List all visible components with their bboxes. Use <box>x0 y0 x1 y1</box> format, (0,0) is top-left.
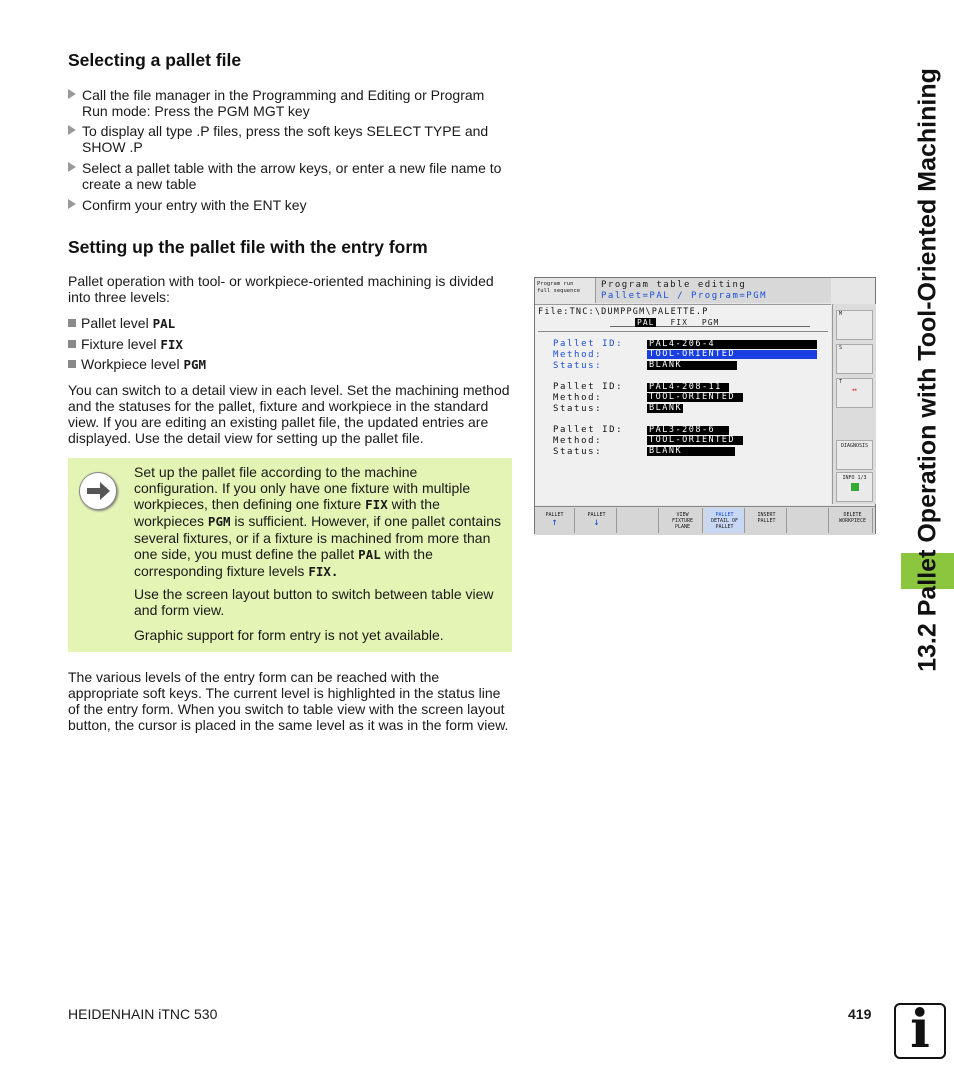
softkey-delete-workpiece[interactable]: DELETE WORKPIECE <box>833 508 873 533</box>
softkey-empty[interactable] <box>619 508 659 533</box>
page-number: 419 <box>848 1006 872 1022</box>
double-arrow-icon: ↔ <box>852 385 857 394</box>
chapter-title: 13.2 Pallet Operation with Tool-Oriented Machining <box>913 68 942 672</box>
info-icon: i <box>894 1003 946 1059</box>
method-label: Method: <box>553 436 603 446</box>
section-title-entry-form: Setting up the pallet file with the entry form <box>68 237 428 257</box>
level-fixture: Fixture level FIX <box>68 336 183 353</box>
softkey-insert-pallet[interactable]: INSERT PALLET <box>747 508 787 533</box>
entry-form <box>535 304 831 505</box>
level-fix[interactable]: FIX <box>670 318 688 327</box>
section-title-selecting: Selecting a pallet file <box>68 50 242 70</box>
divider <box>538 331 828 332</box>
softkey-pallet-down[interactable]: PALLET ↓ <box>577 508 617 533</box>
note-box <box>68 458 512 652</box>
pallet-id-label: Pallet ID: <box>553 339 624 349</box>
method-field[interactable]: TOOL-ORIENTED <box>647 350 817 359</box>
step-2: To display all type .P files, press the soft keys SELECT TYPE and SHOW .P <box>68 123 513 155</box>
method-label: Method: <box>553 350 603 360</box>
file-path: File:TNC:\DUMPPGM\PALETTE.P <box>538 307 709 317</box>
bullet-icon <box>68 319 76 327</box>
level-workpiece: Workpiece level PGM <box>68 356 206 373</box>
step-arrow-icon <box>68 125 76 135</box>
level-status-line <box>635 318 719 327</box>
levels-paragraph: The various levels of the entry form can be reached with the appropriate soft keys. The current level is highlighted in the status line of the entry form. When you switch to table view with the screen layout button, the cursor is placed in the same level as it was in the form view. <box>68 669 509 733</box>
pallet-id-field[interactable]: PAL4-206-4 <box>647 340 817 349</box>
step-3: Select a pallet table with the arrow keys, or enter a new file name to create a new table <box>68 160 513 192</box>
method-field[interactable]: TOOL-ORIENTED <box>647 436 743 445</box>
diagnosis-button[interactable]: DIAGNOSIS <box>836 440 873 470</box>
step-arrow-icon <box>68 199 76 209</box>
right-softkey-column <box>832 304 876 504</box>
level-pgm[interactable]: PGM <box>701 318 720 327</box>
softkey-empty-2[interactable] <box>789 508 829 533</box>
status-label: Status: <box>553 447 603 457</box>
softkey-bar <box>535 506 875 535</box>
method-label: Method: <box>553 393 603 403</box>
pallet-id-field[interactable]: PAL4-208-11 <box>647 383 729 392</box>
mode-indicator: Program run full sequence <box>537 281 581 294</box>
detail-view-paragraph: You can switch to a detail view in each level. Set the machining method and the statuses for the pallet, fixture and workpiece in the standard view. If you are editing an existing pallet file, the updated entries are displayed. Use the detail view for setting up the pallet file. <box>68 382 510 446</box>
pallet-id-label: Pallet ID: <box>553 382 624 392</box>
softkey-pallet-up[interactable]: PALLET ↑ <box>535 508 575 533</box>
m-function-button[interactable]: M <box>836 310 873 340</box>
status-label: Status: <box>553 404 603 414</box>
screen-title: Program table editing Pallet=PAL / Program=PGM <box>595 278 831 303</box>
step-4: Confirm your entry with the ENT key <box>68 197 513 213</box>
t-function-button[interactable]: T ↔ <box>836 378 873 408</box>
chapter-sidebar <box>901 0 954 1091</box>
pallet-id-label: Pallet ID: <box>553 425 624 435</box>
note-paragraph-1: Set up the pallet file according to the machine configuration. If you only have one fixture with multiple workpieces, then defining one fixture FIX with the workpieces PGM is sufficient. However, if one pallet contains several fixtures, or if a fixture is machined from more than one side, you must define the pallet PAL with the corresponding fixture levels FIX. <box>134 464 502 579</box>
s-function-button[interactable]: S <box>836 344 873 374</box>
pallet-id-field[interactable]: PAL3-208-6 <box>647 426 729 435</box>
bullet-icon <box>68 360 76 368</box>
level-pal[interactable]: PAL <box>637 318 655 327</box>
status-label: Status: <box>553 361 603 371</box>
info-graphic-icon <box>851 483 859 491</box>
step-arrow-icon <box>68 89 76 99</box>
bullet-icon <box>68 340 76 348</box>
softkey-view-fixture-plane[interactable]: VIEW FIXTURE PLANE <box>663 508 703 533</box>
status-field[interactable]: BLANK <box>649 403 683 413</box>
step-1: Call the file manager in the Programming and Editing or Program Run mode: Press the PGM MGT key <box>68 87 513 119</box>
intro-paragraph: Pallet operation with tool- or workpiece-oriented machining is divided into three levels: <box>68 273 494 305</box>
arrow-right-icon <box>79 472 117 510</box>
footer-manual: HEIDENHAIN iTNC 530 <box>68 1006 218 1022</box>
info-button[interactable]: INFO 1/3 <box>836 472 873 502</box>
step-arrow-icon <box>68 162 76 172</box>
method-field[interactable]: TOOL-ORIENTED <box>647 393 743 402</box>
arrow-down-icon: ↓ <box>593 517 600 528</box>
arrow-up-icon: ↑ <box>551 517 558 528</box>
tnc-screenshot <box>534 277 876 534</box>
note-paragraph-3: Graphic support for form entry is not yet available. <box>134 627 444 643</box>
note-paragraph-2: Use the screen layout button to switch between table view and form view. <box>134 586 494 618</box>
level-pallet: Pallet level PAL <box>68 315 175 332</box>
softkey-detail-of-pallet[interactable]: PALLET DETAIL OF PALLET <box>705 508 745 533</box>
status-field[interactable]: BLANK <box>647 361 737 370</box>
status-field[interactable]: BLANK <box>647 447 735 456</box>
